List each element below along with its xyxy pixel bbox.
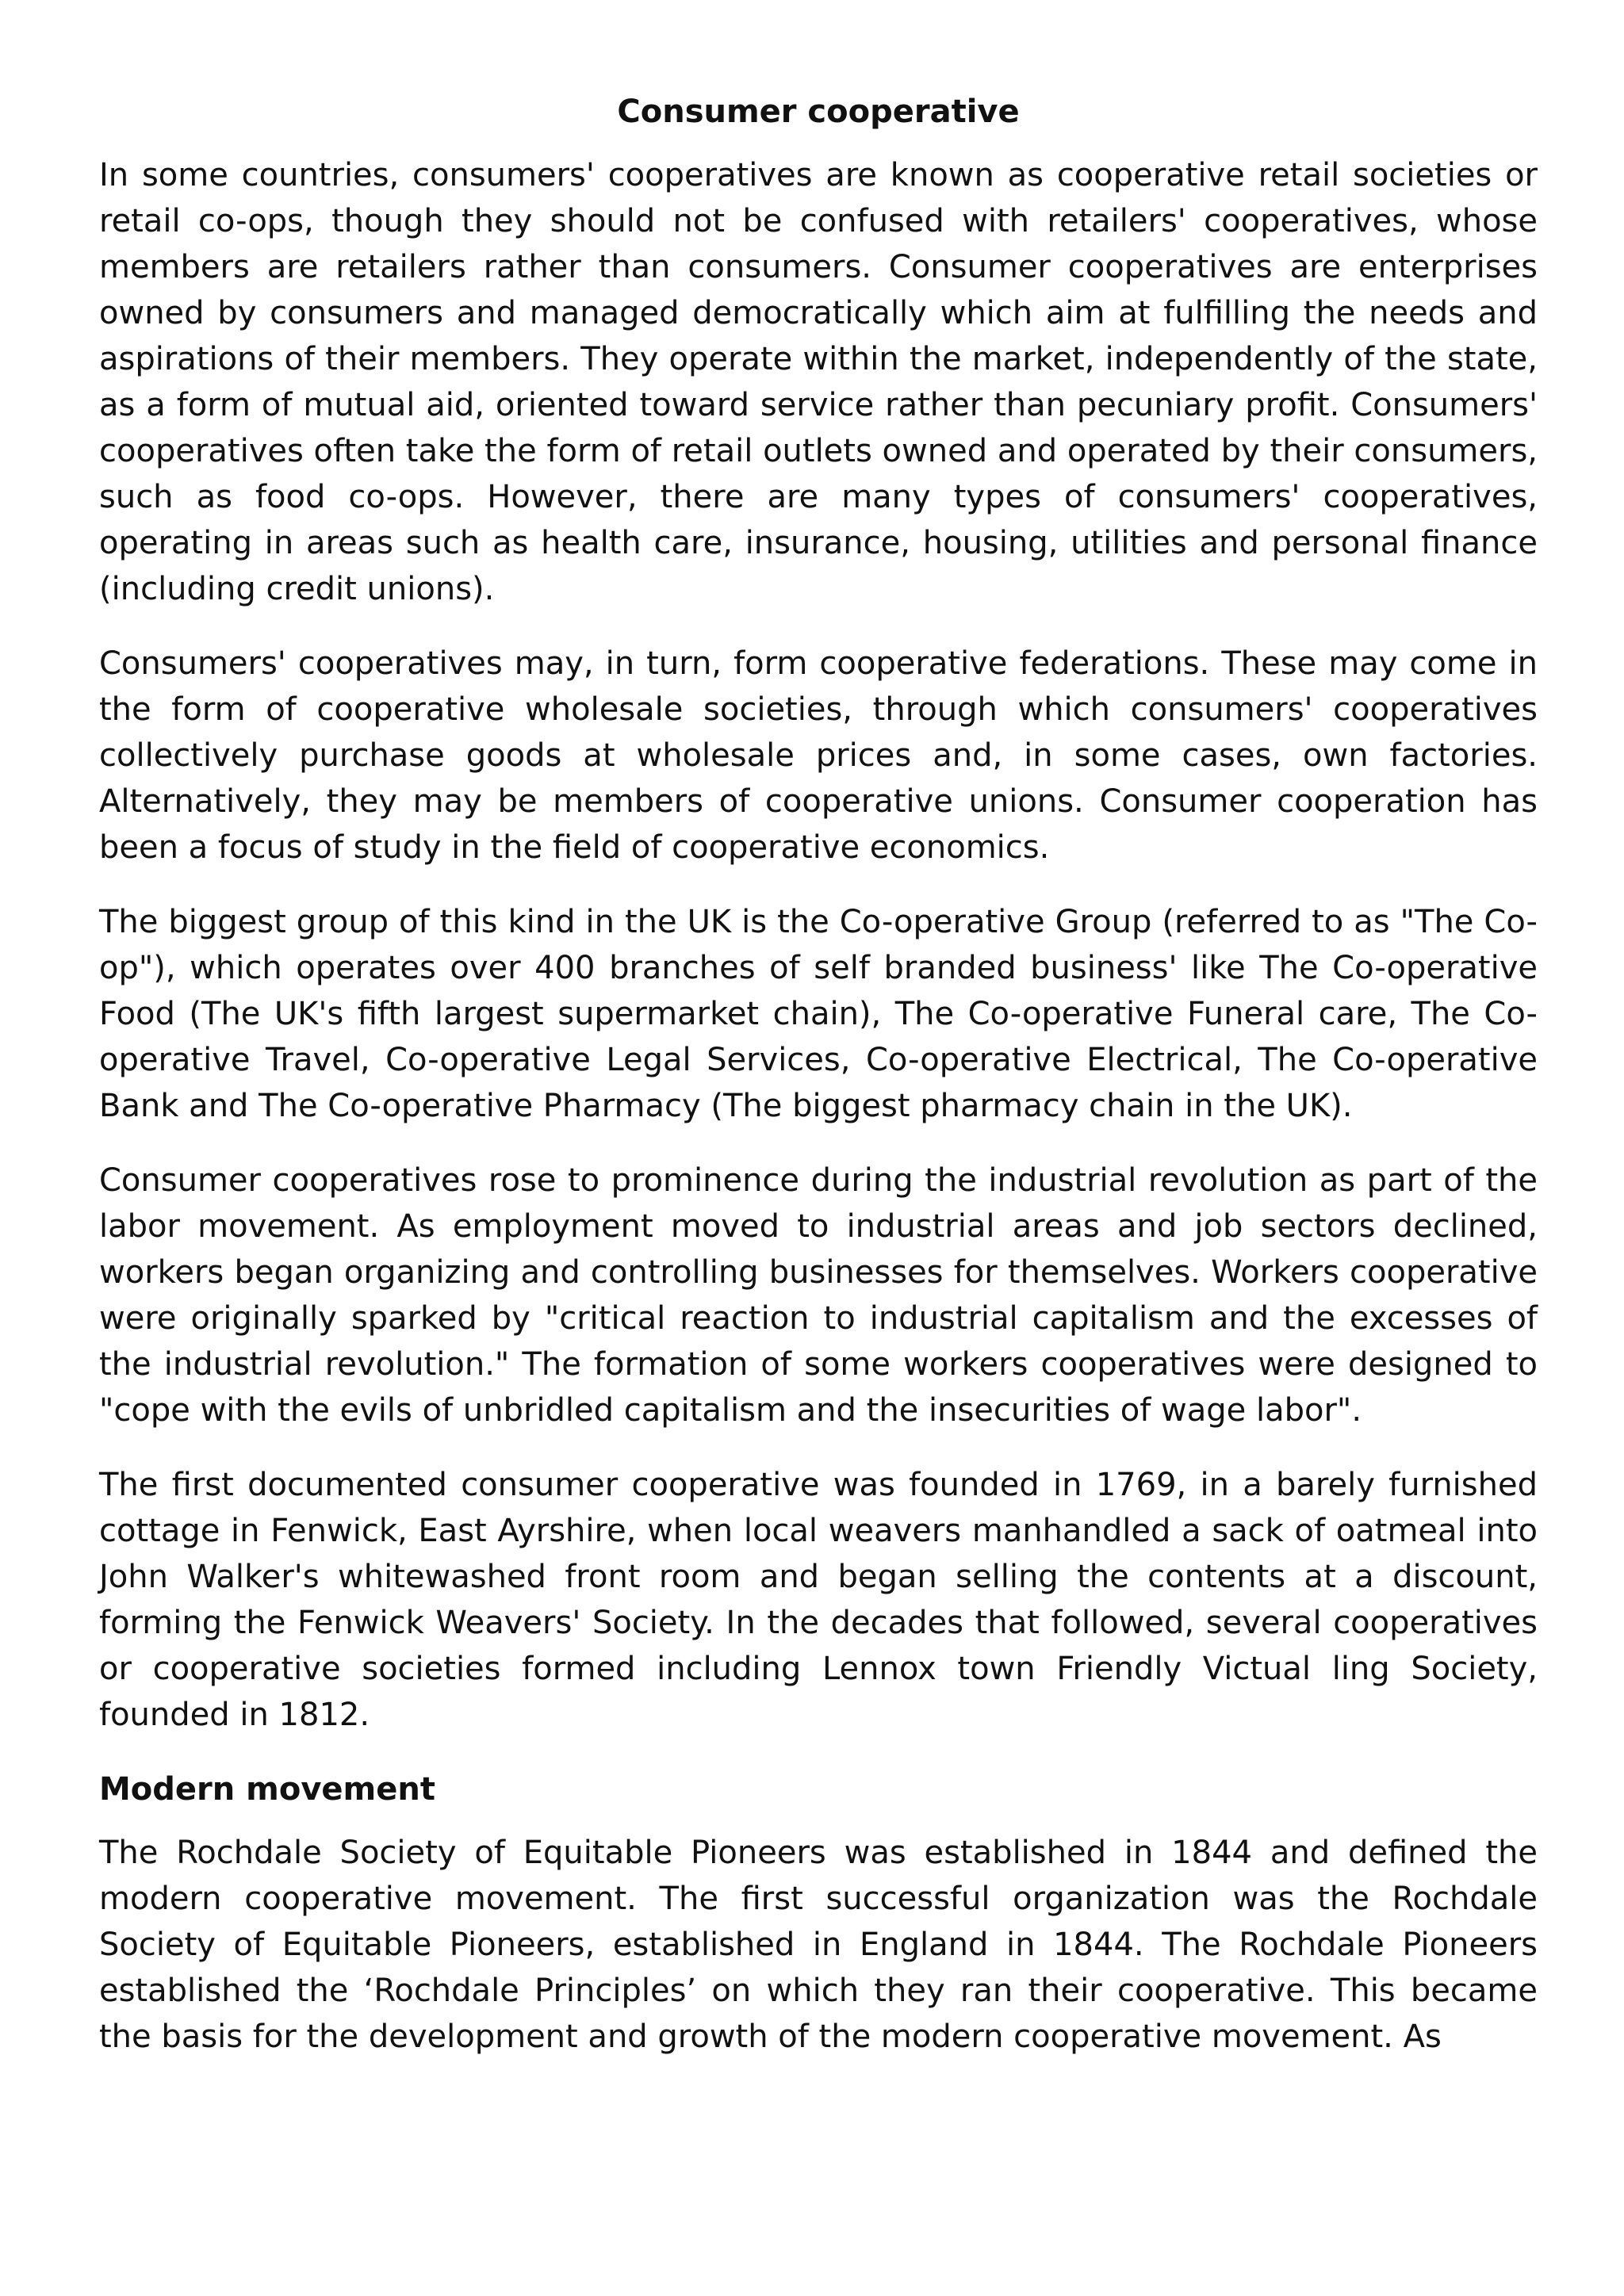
paragraph-rochdale: The Rochdale Society of Equitable Pioneers was established in 1844 and defined the modern cooperative movement. The first successful organization was the Rochdale Society of Equitable Pioneers, established in England in 1844. The Rochdale Pioneers established the ‘Rochdale Principles’ on which they ran their cooperative. This became the basis for the development and growth of the modern cooperative movement. As: [99, 1835, 1538, 2055]
paragraph-uk-coop-group: The biggest group of this kind in the UK is the Co-operative Group (referred to as "The Co-op"), which operates over 400 branches of self branded business' like The Co-operative Food (The UK's fifth largest supermarket chain), The Co-operative Funeral care, The Co-operative Travel, Co-operative Legal Services, Co-operative Electrical, The Co-operative Bank and The Co-operative Pharmacy (The biggest pharmacy chain in the UK).: [99, 904, 1538, 1124]
document-title: Consumer cooperative: [617, 94, 1020, 130]
document-page: [99, 89, 1538, 2088]
paragraph-intro: In some countries, consumers' cooperatives are known as cooperative retail societies or retail co-ops, though they should not be confused with retailers' cooperatives, whose members are retailers rather than consumers. Consumer cooperatives are enterprises owned by consumers and managed democratically which aim at fulfilling the needs and aspirations of their members. They operate within the market, independently of the state, as a form of mutual aid, oriented toward service rather than pecuniary profit. Consumers' cooperatives often take the form of retail outlets owned and operated by their consumers, such as food co-ops. However, there are many types of consumers' cooperatives, operating in areas such as health care, insurance, housing, utilities and personal finance (including credit unions).: [99, 157, 1538, 607]
paragraph-industrial-revolution: Consumer cooperatives rose to prominence during the industrial revolution as part of the labor movement. As employment moved to industrial areas and job sectors declined, workers began organizing and controlling businesses for themselves. Workers cooperative were originally sparked by "critical reaction to industrial capitalism and the excesses of the industrial revolution." The formation of some workers cooperatives were designed to "cope with the evils of unbridled capitalism and the insecurities of wage labor".: [99, 1162, 1538, 1429]
paragraph-federations: Consumers' cooperatives may, in turn, form cooperative federations. These may come in the form of cooperative wholesale societies, through which consumers' cooperatives collectively purchase goods at wholesale prices and, in some cases, own factories. Alternatively, they may be members of cooperative unions. Consumer cooperation has been a focus of study in the field of cooperative economics.: [99, 645, 1538, 866]
section-heading-modern-movement: Modern movement: [99, 1771, 435, 1808]
paragraph-first-cooperative: The first documented consumer cooperative was founded in 1769, in a barely furnished cottage in Fenwick, East Ayrshire, when local weavers manhandled a sack of oatmeal into John Walker's whitewashed front room and began selling the contents at a discount, forming the Fenwick Weavers' Society. In the decades that followed, several cooperatives or cooperative societies formed including Lennox town Friendly Victual ling Society, founded in 1812.: [99, 1467, 1538, 1733]
